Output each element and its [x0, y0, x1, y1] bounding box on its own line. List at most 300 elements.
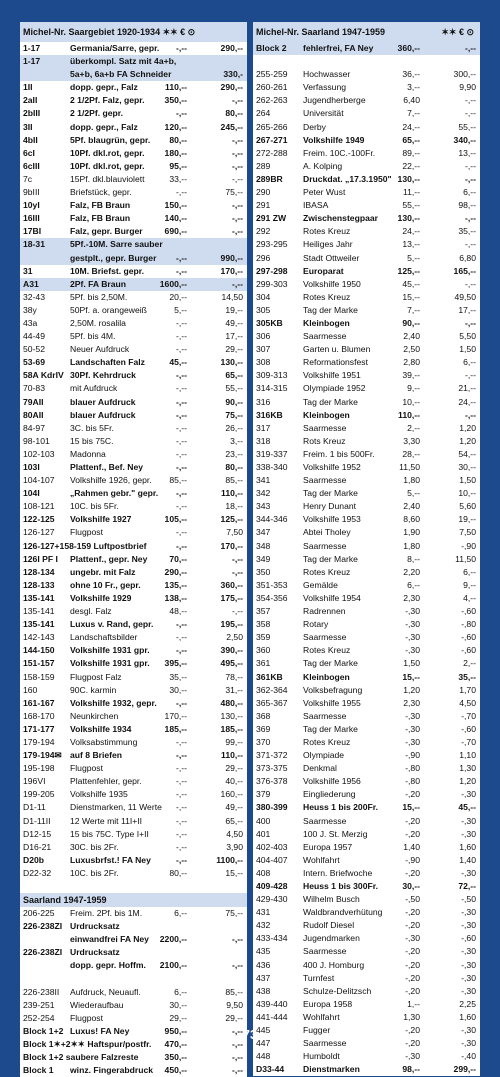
- description: Freim. 1 bis 500Fr.: [303, 448, 375, 459]
- price-used: 35,--: [458, 671, 476, 682]
- price-mint: 130,--: [397, 173, 420, 184]
- price-mint: -,20: [405, 1038, 420, 1049]
- table-row: [253, 409, 480, 422]
- catalog-number: 291: [256, 200, 271, 211]
- description: Plattenf., gepr. Ney: [70, 553, 148, 564]
- catalog-number: Block 1✶+2✶✶ Haftspur/postfr.: [23, 1039, 152, 1050]
- catalog-number: 376-378: [256, 776, 288, 787]
- price-used: -,30: [461, 1025, 476, 1036]
- price-used: -,--: [232, 960, 243, 971]
- price-mint: -,30: [405, 710, 420, 721]
- catalog-number: 380-399: [256, 802, 288, 813]
- price-mint: 36,--: [402, 69, 420, 80]
- left-rows: [20, 42, 247, 880]
- price-mint: 130,--: [397, 213, 420, 224]
- price-mint: 80,--: [169, 134, 187, 145]
- price-mint: -,--: [176, 187, 187, 198]
- right-column: [253, 22, 480, 1076]
- table-row: [253, 94, 480, 107]
- description: Olympiade: [303, 750, 345, 761]
- table-row: [20, 304, 247, 317]
- price-used: 65,--: [225, 815, 243, 826]
- catalog-number: 18-31: [23, 239, 45, 250]
- price-used: 23,--: [225, 448, 243, 459]
- price-used: -,--: [232, 1025, 243, 1036]
- price-mint: 28,--: [402, 448, 420, 459]
- description: Volksabstimmung: [70, 736, 138, 747]
- price-mint: -,--: [176, 828, 187, 839]
- description: Volkshilfe 1956: [303, 776, 361, 787]
- price-mint: 120,--: [164, 121, 187, 132]
- price-mint: -,20: [405, 972, 420, 983]
- catalog-number: 2aII: [23, 95, 38, 106]
- description: 5Pf.-10M. Sarre sauber: [70, 239, 163, 250]
- price-used: 1,70: [459, 684, 476, 695]
- catalog-number: 264: [256, 108, 271, 119]
- table-row: [253, 618, 480, 631]
- description: Rotary: [303, 619, 329, 630]
- price-mint: 2,40: [403, 331, 420, 342]
- catalog-number: 307: [256, 344, 271, 355]
- table-row: [253, 186, 480, 199]
- description: Volkshilfe 1951: [303, 370, 361, 381]
- description: Universität: [303, 108, 344, 119]
- table-row: [253, 723, 480, 736]
- table-row: [20, 396, 247, 409]
- price-used: -,--: [465, 173, 476, 184]
- description: Luxusbrfst.! FA Ney: [70, 854, 151, 865]
- catalog-number: Block 1+2 saubere Falzreste: [23, 1052, 139, 1063]
- description: winz. Fingerabdruck: [70, 1065, 154, 1076]
- price-mint: 11,50: [399, 462, 420, 472]
- table-row: [20, 500, 247, 513]
- catalog-number: 84-97: [23, 422, 45, 433]
- description: Plattenfehler, gepr.: [70, 776, 142, 787]
- table-row: [253, 68, 480, 81]
- price-mint: -,30: [405, 619, 420, 630]
- description: Volkshilfe 1950: [303, 278, 361, 289]
- table-row: [20, 1064, 247, 1077]
- table-row: [253, 1011, 480, 1024]
- left-column: [20, 22, 247, 1077]
- description: A. Kolping: [303, 160, 343, 171]
- catalog-number: 289: [256, 160, 271, 171]
- price-mint: -,20: [405, 920, 420, 931]
- price-mint: 2200,--: [159, 934, 187, 945]
- catalog-number: 314-315: [256, 383, 288, 394]
- price-mint: -,20: [405, 907, 420, 918]
- catalog-number: 400: [256, 815, 271, 826]
- description: 12 Werte mit 11I+II: [70, 815, 143, 826]
- table-row: [253, 749, 480, 762]
- description: Europa 1958: [303, 998, 353, 1009]
- table-row: [253, 736, 480, 749]
- table-row: [253, 972, 480, 985]
- table-row: [253, 762, 480, 775]
- table-row: [20, 238, 247, 251]
- price-used: 15,--: [225, 867, 243, 878]
- table-row: [253, 631, 480, 644]
- price-mint: 85,--: [169, 475, 187, 486]
- price-mint: 1,80: [403, 475, 420, 486]
- table-row: [20, 422, 247, 435]
- table-row: [253, 121, 480, 134]
- price-used: 170,--: [220, 540, 243, 551]
- description: Tag der Marke: [303, 488, 358, 499]
- price-used: -,--: [232, 95, 243, 106]
- catalog-number: 108-121: [23, 501, 55, 512]
- catalog-number: 341: [256, 475, 271, 486]
- catalog-number: 32-43: [23, 291, 45, 302]
- description: Saarmesse: [303, 422, 347, 433]
- table-row: [20, 278, 247, 291]
- catalog-number: 359: [256, 632, 271, 643]
- price-used: 55,--: [225, 383, 243, 394]
- table-row: [253, 553, 480, 566]
- price-used: -,80: [461, 619, 476, 630]
- catalog-number: 292: [256, 226, 271, 237]
- table-row: [20, 225, 247, 238]
- description: Volkshilfe 1954: [303, 592, 361, 603]
- price-mint: -,--: [176, 763, 187, 774]
- price-mint: 1600,--: [159, 278, 187, 289]
- table-row: [20, 474, 247, 487]
- price-mint: 8,60: [403, 514, 420, 525]
- catalog-number: 408: [256, 867, 271, 878]
- table-row: [253, 343, 480, 356]
- table-row: [253, 42, 480, 55]
- price-used: -,--: [465, 160, 476, 171]
- price-mint: -,30: [405, 632, 420, 643]
- price-mint: 48,--: [169, 606, 187, 617]
- price-mint: -,30: [405, 736, 420, 747]
- price-used: -,--: [232, 606, 243, 617]
- table-row: [20, 605, 247, 618]
- price-used: 1,10: [459, 750, 476, 761]
- description: Neunkirchen: [70, 710, 119, 721]
- price-mint: 1,80: [403, 540, 420, 551]
- price-used: 990,--: [220, 252, 243, 263]
- table-row: [253, 448, 480, 461]
- description: 2Pf. FA Braun: [70, 278, 127, 289]
- price-used: 4,50: [226, 828, 243, 839]
- table-row: [253, 356, 480, 369]
- catalog-number: 409-428: [256, 881, 288, 891]
- description: 10M. Briefst. gepr.: [70, 265, 145, 276]
- price-used: 6,--: [463, 566, 476, 577]
- price-used: -,90: [461, 540, 476, 551]
- price-mint: -,50: [405, 894, 420, 905]
- catalog-number: 317: [256, 422, 271, 433]
- price-mint: 98,--: [402, 1064, 420, 1075]
- catalog-number: 239-251: [23, 999, 55, 1010]
- catalog-number: 318: [256, 435, 271, 446]
- price-used: 7,50: [226, 527, 243, 538]
- catalog-number: 368: [256, 710, 271, 721]
- price-used: 390,--: [220, 645, 243, 656]
- price-used: 14,50: [221, 291, 243, 302]
- catalog-number: 289BR: [256, 173, 283, 184]
- table-row: [20, 986, 247, 999]
- catalog-number: 439-440: [256, 998, 288, 1009]
- description: Garten u. Blumen: [303, 344, 371, 355]
- catalog-number: 433-434: [256, 933, 288, 944]
- catalog-number: 226-238II: [23, 986, 60, 997]
- price-mint: 55,--: [402, 200, 420, 211]
- catalog-number: 135-141: [23, 606, 55, 617]
- right-header-columns: ✶✶ € ⊙: [441, 27, 474, 37]
- catalog-number: 135-141: [23, 619, 55, 630]
- catalog-number: 31: [23, 265, 33, 276]
- catalog-number: 104-107: [23, 475, 55, 486]
- price-used: 1,50: [459, 344, 476, 355]
- catalog-number: 379: [256, 789, 271, 800]
- table-row: [20, 618, 247, 631]
- table-row: [20, 409, 247, 422]
- catalog-number: 404-407: [256, 854, 288, 865]
- table-row: [253, 880, 480, 893]
- price-mint: 350,--: [164, 1052, 187, 1063]
- price-mint: 24,--: [402, 121, 420, 132]
- catalog-number: 128-134: [23, 566, 55, 577]
- price-used: 185,--: [220, 723, 243, 734]
- price-mint: 450,--: [164, 1065, 187, 1076]
- price-mint: 70,--: [169, 553, 187, 564]
- catalog-number: 4bII: [23, 134, 38, 145]
- price-mint: -,30: [405, 723, 420, 734]
- price-mint: 1,20: [403, 684, 420, 695]
- price-mint: 3,--: [407, 82, 420, 93]
- table-row: [20, 736, 247, 749]
- price-used: 9,50: [226, 999, 243, 1010]
- description: Rotes Kreuz: [303, 645, 351, 656]
- description: Briefstück, gepr.: [70, 187, 132, 198]
- table-row: [253, 945, 480, 958]
- price-used: 18,--: [225, 501, 243, 512]
- table-row: [253, 107, 480, 120]
- price-used: 11,50: [455, 553, 476, 564]
- description: Volkshilfe 1927: [70, 514, 132, 525]
- price-used: 1,20: [459, 776, 476, 787]
- price-used: -,--: [465, 95, 476, 106]
- catalog-number: 299-303: [256, 278, 288, 289]
- price-used: 24,--: [458, 396, 476, 407]
- price-used: 49,--: [225, 802, 243, 813]
- price-mint: 15,--: [402, 802, 420, 813]
- price-mint: -,30: [405, 1051, 420, 1062]
- catalog-number: 252-254: [23, 1012, 55, 1023]
- description: Volkshilfe 1929: [70, 592, 132, 603]
- price-used: 55,--: [458, 121, 476, 132]
- catalog-number: 308: [256, 357, 271, 368]
- price-mint: 30,--: [169, 999, 187, 1010]
- description: Jugendmarken: [303, 933, 360, 944]
- price-mint: 2,30: [403, 697, 420, 708]
- catalog-number: 297-298: [256, 265, 288, 276]
- description: Henry Dunant: [303, 501, 357, 512]
- description: Luxus v. Rand, gepr.: [70, 619, 154, 630]
- price-used: 1,30: [459, 763, 476, 774]
- description: gestplt., gepr. Burger: [70, 252, 157, 263]
- price-used: 300,--: [453, 69, 476, 80]
- table-row: [20, 94, 247, 107]
- description: 10Pf. dkl.rot, gepr.: [70, 147, 145, 158]
- price-used: 110,--: [221, 488, 243, 499]
- description: Germania/Sarre, gepr.: [70, 43, 160, 53]
- price-mint: 1,90: [403, 527, 420, 538]
- catalog-number: 309-313: [256, 370, 288, 381]
- price-mint: 90,--: [402, 317, 420, 328]
- description: mit Aufdruck: [70, 383, 118, 394]
- table-row: [253, 278, 480, 291]
- price-mint: 11,--: [402, 187, 420, 198]
- description: 15Pf. dkl.blauviolett: [70, 173, 145, 184]
- description: 5Pf. bis 4M.: [70, 331, 116, 342]
- description: Urdrucksatz: [70, 947, 120, 958]
- table-row: [253, 710, 480, 723]
- price-mint: 350,--: [164, 95, 187, 106]
- price-used: -,60: [461, 933, 476, 944]
- description: dopp. gepr. Hoffm.: [70, 960, 146, 971]
- price-used: 5,60: [459, 501, 476, 512]
- table-row: [253, 317, 480, 330]
- table-row: [253, 265, 480, 278]
- table-row: [20, 815, 247, 828]
- right-column-header: [253, 22, 480, 42]
- price-mint: 10,--: [402, 396, 420, 407]
- price-used: 45,--: [458, 802, 476, 813]
- description: Saarmesse: [303, 710, 347, 721]
- price-mint: 110,--: [398, 409, 420, 420]
- description: Kleinbogen: [303, 409, 350, 420]
- price-mint: 290,--: [164, 566, 187, 577]
- price-used: 5,50: [459, 331, 476, 342]
- price-mint: 33,--: [169, 173, 187, 184]
- description: Rotes Kreuz: [303, 291, 351, 302]
- description: 90C. karmin: [70, 684, 117, 695]
- price-used: 9,--: [463, 579, 476, 590]
- table-row: [253, 605, 480, 618]
- price-mint: 690,--: [164, 226, 187, 237]
- price-mint: -,--: [176, 789, 187, 800]
- table-row: [253, 540, 480, 553]
- table-row: [253, 81, 480, 94]
- table-row: [20, 644, 247, 657]
- description: dopp. gepr., Falz: [70, 121, 138, 132]
- table-row: [253, 1050, 480, 1063]
- price-mint: -,20: [405, 985, 420, 996]
- price-used: 29,--: [225, 763, 243, 774]
- catalog-number: 80AII: [23, 409, 44, 420]
- description: Dienstmarken, 11 Werte: [70, 802, 162, 813]
- price-mint: -,--: [176, 854, 187, 865]
- description: Turnfest: [303, 972, 335, 983]
- catalog-number: D1-11II: [23, 815, 51, 826]
- price-used: 80,--: [225, 462, 243, 472]
- price-mint: 360,--: [397, 43, 420, 53]
- table-row: [253, 867, 480, 880]
- table-row: [253, 906, 480, 919]
- description: ohne 10 Fr., gepr.: [70, 579, 141, 590]
- table-row: [253, 147, 480, 160]
- description: 50Pf. a. orangeweiß: [70, 304, 147, 315]
- price-used: 85,--: [225, 475, 243, 486]
- catalog-number: 267-271: [256, 134, 288, 145]
- description: Saarmesse: [303, 475, 347, 486]
- description: Rotes Kreuz: [303, 736, 351, 747]
- catalog-number: 305KB: [256, 317, 283, 328]
- price-mint: 1,--: [407, 998, 420, 1009]
- table-row: [20, 356, 247, 369]
- description: Tag der Marke: [303, 396, 358, 407]
- price-used: 6,--: [463, 357, 476, 368]
- price-used: 90,--: [225, 396, 243, 407]
- description: Peter Wust: [303, 187, 346, 198]
- table-row: [20, 775, 247, 788]
- description: Stadt Ottweiler: [303, 252, 360, 263]
- table-row: [20, 579, 247, 592]
- catalog-number: 371-372: [256, 750, 288, 761]
- catalog-number: 1-17: [23, 56, 41, 67]
- price-mint: 45,--: [402, 278, 420, 289]
- description: einwandfrei FA Ney: [70, 934, 149, 945]
- table-row: [253, 998, 480, 1011]
- catalog-number: D20b: [23, 854, 45, 865]
- table-row: [253, 854, 480, 867]
- description: Luxus! FA Ney: [70, 1025, 130, 1036]
- description: 30Pf. Kehrdruck: [70, 370, 136, 381]
- catalog-number: 144-150: [23, 645, 55, 656]
- catalog-number: 126I PF I: [23, 553, 58, 564]
- table-row: [253, 513, 480, 526]
- spacer: [20, 973, 247, 986]
- price-used: -,--: [232, 1065, 243, 1076]
- price-mint: 7,--: [407, 304, 420, 315]
- description: 15 bis 75C.: [70, 435, 114, 446]
- table-row: [20, 631, 247, 644]
- description: Neuer Aufdruck: [70, 344, 130, 355]
- price-used: 98,--: [458, 200, 476, 211]
- price-used: 13,--: [458, 147, 476, 158]
- table-row: [253, 396, 480, 409]
- price-mint: 180,--: [164, 147, 187, 158]
- price-used: -,--: [465, 239, 476, 250]
- table-row: [20, 265, 247, 278]
- catalog-number: 206-225: [23, 908, 55, 919]
- catalog-number: 373-375: [256, 763, 288, 774]
- catalog-number: 6cIII: [23, 160, 40, 171]
- catalog-number: Block 2: [256, 43, 287, 53]
- price-used: 1100,--: [216, 854, 243, 865]
- table-row: [253, 788, 480, 801]
- table-row: [253, 173, 480, 186]
- description: Volkshilfe 1931 gpr.: [70, 645, 150, 656]
- description: „Rahmen gebr." gepr.: [70, 488, 159, 499]
- table-row: [253, 435, 480, 448]
- price-mint: -,--: [176, 697, 187, 708]
- price-mint: 80,--: [169, 867, 187, 878]
- catalog-number: 226-238ZI: [23, 921, 63, 932]
- price-used: 330,-: [223, 69, 243, 80]
- description: Madonna: [70, 448, 106, 459]
- description: Tag der Marke: [303, 304, 358, 315]
- catalog-number: D1-11: [23, 802, 46, 813]
- price-mint: 22,--: [402, 160, 420, 171]
- description: Rotes Kreuz: [303, 566, 351, 577]
- description: Urdrucksatz: [70, 921, 120, 932]
- catalog-number: 436: [256, 959, 271, 970]
- catalog-number: 226-238ZI: [23, 947, 63, 958]
